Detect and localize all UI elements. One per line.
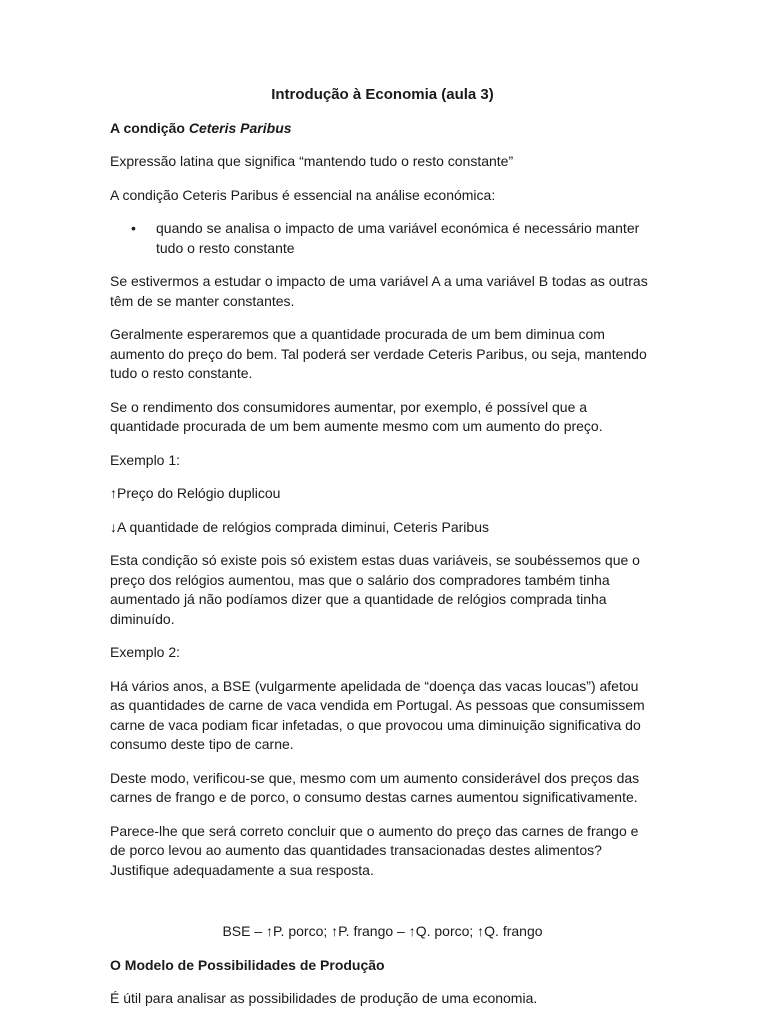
example-line: ↑Preço do Relógio duplicou (110, 485, 281, 501)
heading-italic: Ceteris Paribus (188, 120, 292, 136)
heading-prefix: A condição (110, 120, 189, 136)
paragraph: Deste modo, verificou-se que, mesmo com um aumento considerável dos preços das carnes de frango e de porco, o consumo destas carnes aumentou significativamente. (110, 769, 640, 805)
paragraph: É útil para analisar as possibilidades de produção de uma economia. (110, 989, 538, 1006)
page-title: Introdução à Economia (aula 3) (271, 86, 494, 103)
document-body (110, 86, 655, 1022)
paragraph: Parece-lhe que será correto concluir que o aumento do preço das carnes de frango e de porco levou ao aumento das quantidades transacionadas destes alimentos? Justifique adequadamente a sua resposta. (110, 822, 639, 878)
spacer (110, 894, 655, 922)
paragraph: Expressão latina que significa “mantendo tudo o resto constante” (110, 153, 514, 169)
example-line: ↓A quantidade de relógios comprada diminui, Ceteris Paribus (110, 518, 489, 535)
example-label: Exemplo 1: (110, 451, 181, 468)
paragraph: Se o rendimento dos consumidores aumentar, por exemplo, é possível que a quantidade procurada de um bem aumente mesmo com um aumento do preço. (110, 398, 603, 434)
paragraph: A condição Ceteris Paribus é essencial na análise económica: (110, 186, 496, 203)
example-label: Exemplo 2: (110, 644, 181, 660)
section-heading-ceteris-paribus (110, 119, 655, 138)
section-heading-ppf: O Modelo de Possibilidades de Produção (110, 956, 385, 973)
formula-line: BSE – ↑P. porco; ↑P. frango – ↑Q. porco; ↑Q. frango (222, 923, 543, 939)
bullet-list (110, 219, 655, 258)
paragraph: Há vários anos, a BSE (vulgarmente apelidada de “doença das vacas loucas”) afetou as quantidades de carne de vaca vendida em Portugal. As pessoas que consumissem carne de vaca podiam ficar infetadas, o que provocou uma diminuição significativa do consumo deste tipo de carne. (110, 677, 645, 752)
bullet-item: • quando se analisa o impacto de uma variável económica é necessário manter tudo o resto constante (110, 219, 655, 258)
paragraph: Geralmente esperaremos que a quantidade procurada de um bem diminua com aumento do preço do bem. Tal poderá ser verdade Ceteris Paribus, ou seja, mantendo tudo o resto constante. (110, 326, 647, 381)
paragraph: Se estivermos a estudar o impacto de uma variável A a uma variável B todas as outras têm de se manter constantes. (110, 273, 648, 309)
paragraph: Esta condição só existe pois só existem estas duas variáveis, se soubéssemos que o preço dos relógios aumentou, mas que o salário dos compradores também tinha aumentado já não podíamos dizer que a quantidade de relógios comprada tinha diminuído. (110, 552, 640, 627)
